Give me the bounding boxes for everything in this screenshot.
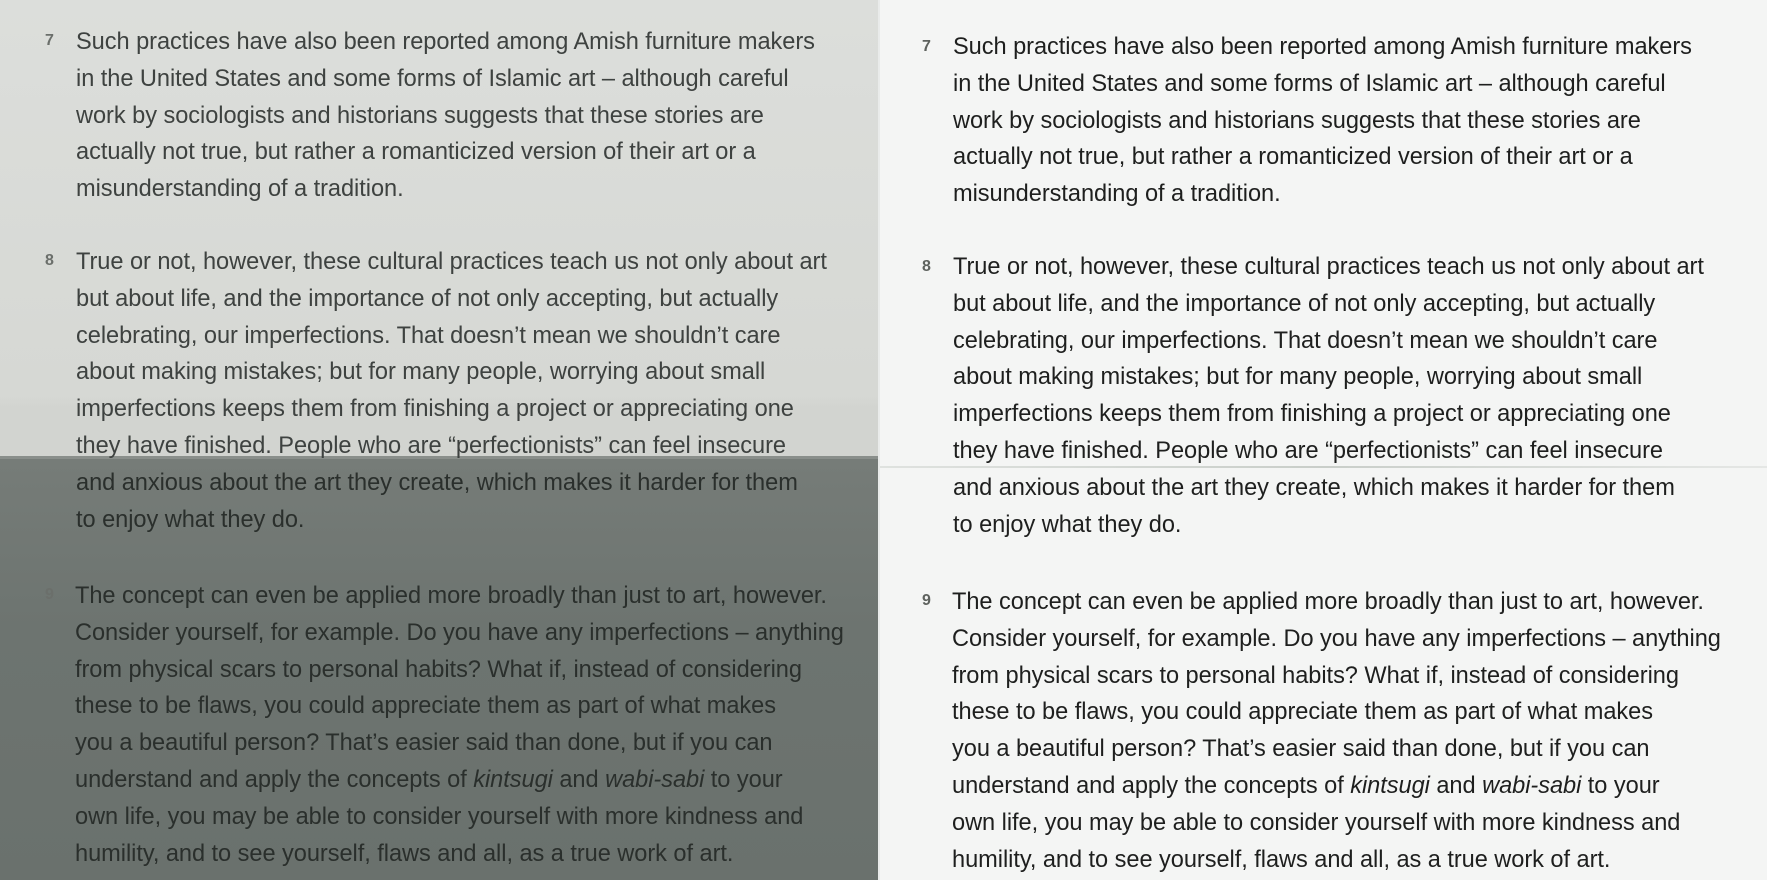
term-kintsugi: kintsugi — [473, 766, 553, 793]
text-line: to enjoy what they do. — [76, 506, 305, 533]
paragraph-7 — [76, 24, 815, 208]
text-line: True or not, however, these cultural practices teach us not only about art — [953, 254, 1704, 280]
paragraph-number: 9 — [45, 586, 54, 603]
text-line: these to be flaws, you could appreciate them as part of what makes — [75, 693, 776, 720]
paragraph-number: 7 — [45, 32, 54, 49]
text-line: from physical scars to personal habits? What if, instead of considering — [75, 656, 802, 683]
text-line: imperfections keeps them from finishing a project or appreciating one — [953, 401, 1671, 428]
paragraph-7 — [953, 29, 1692, 213]
text-line: they have finished. People who are “perfectionists” can feel insecure — [953, 437, 1664, 464]
term-wabi-sabi: wabi-sabi — [605, 766, 705, 793]
paragraph-number: 7 — [922, 38, 931, 55]
paragraph-8 — [76, 244, 827, 538]
text-line: they have finished. People who are “perfectionists” can feel insecure — [76, 432, 787, 459]
text-line: celebrating, our imperfections. That doesn’t mean we shouldn’t care — [953, 327, 1658, 354]
text-line: understand and apply the concepts of kintsugi and wabi-sabi to your — [952, 772, 1660, 799]
term-kintsugi: kintsugi — [1350, 772, 1430, 799]
text-line: about making mistakes; but for many people, worrying about small — [953, 364, 1643, 391]
paragraph-9 — [952, 584, 1721, 878]
paragraph-number: 8 — [45, 252, 54, 269]
text-line: from physical scars to personal habits? What if, instead of considering — [952, 662, 1679, 689]
text-line: but about life, and the importance of not only accepting, but actually — [76, 285, 779, 312]
text-line: Consider yourself, for example. Do you have any imperfections – anything — [75, 619, 844, 646]
text-line: in the United States and some forms of Islamic art – although careful — [76, 65, 789, 92]
text-line: The concept can even be applied more broadly than just to art, however. — [75, 583, 827, 609]
text-line: humility, and to see yourself, flaws and all, as a true work of art. — [952, 846, 1611, 873]
text-line: but about life, and the importance of not only accepting, but actually — [953, 290, 1656, 317]
text-line: misunderstanding of a tradition. — [76, 176, 404, 203]
text-line: Such practices have also been reported among Amish furniture makers — [953, 34, 1692, 60]
text-line: Such practices have also been reported among Amish furniture makers — [76, 29, 815, 55]
paragraph-number: 8 — [922, 258, 931, 275]
text-line: to enjoy what they do. — [953, 511, 1182, 538]
text-line: these to be flaws, you could appreciate them as part of what makes — [952, 699, 1653, 726]
paragraph-9 — [75, 578, 844, 872]
text-line: in the United States and some forms of Islamic art – although careful — [953, 70, 1666, 97]
text-line: Consider yourself, for example. Do you have any imperfections – anything — [952, 625, 1721, 652]
text-line: own life, you may be able to consider yourself with more kindness and — [952, 809, 1681, 836]
text-line: celebrating, our imperfections. That doesn’t mean we shouldn’t care — [76, 322, 781, 349]
text-line: The concept can even be applied more broadly than just to art, however. — [952, 589, 1704, 615]
text-line: you a beautiful person? That’s easier said than done, but if you can — [952, 736, 1650, 763]
text-line: and anxious about the art they create, which makes it harder for them — [953, 474, 1675, 501]
text-line: humility, and to see yourself, flaws and all, as a true work of art. — [75, 840, 734, 867]
text-line: about making mistakes; but for many people, worrying about small — [76, 359, 766, 386]
text-line: you a beautiful person? That’s easier said than done, but if you can — [75, 730, 773, 757]
text-line: work by sociologists and historians suggests that these stories are — [953, 107, 1641, 134]
text-line: True or not, however, these cultural practices teach us not only about art — [76, 249, 827, 275]
text-line: work by sociologists and historians suggests that these stories are — [76, 102, 764, 129]
text-line: imperfections keeps them from finishing a project or appreciating one — [76, 396, 794, 423]
text-line: and anxious about the art they create, which makes it harder for them — [76, 469, 798, 496]
text-line: misunderstanding of a tradition. — [953, 181, 1281, 208]
text-line: actually not true, but rather a romanticized version of their art or a — [953, 144, 1633, 171]
paragraph-number: 9 — [922, 592, 931, 609]
left-page-scan — [0, 0, 880, 880]
text-line: actually not true, but rather a romanticized version of their art or a — [76, 139, 756, 166]
text-line: understand and apply the concepts of kintsugi and wabi-sabi to your — [75, 766, 783, 793]
text-line: own life, you may be able to consider yourself with more kindness and — [75, 803, 804, 830]
paragraph-8 — [953, 249, 1704, 543]
right-page-scan — [880, 0, 1767, 880]
term-wabi-sabi: wabi-sabi — [1482, 772, 1582, 799]
